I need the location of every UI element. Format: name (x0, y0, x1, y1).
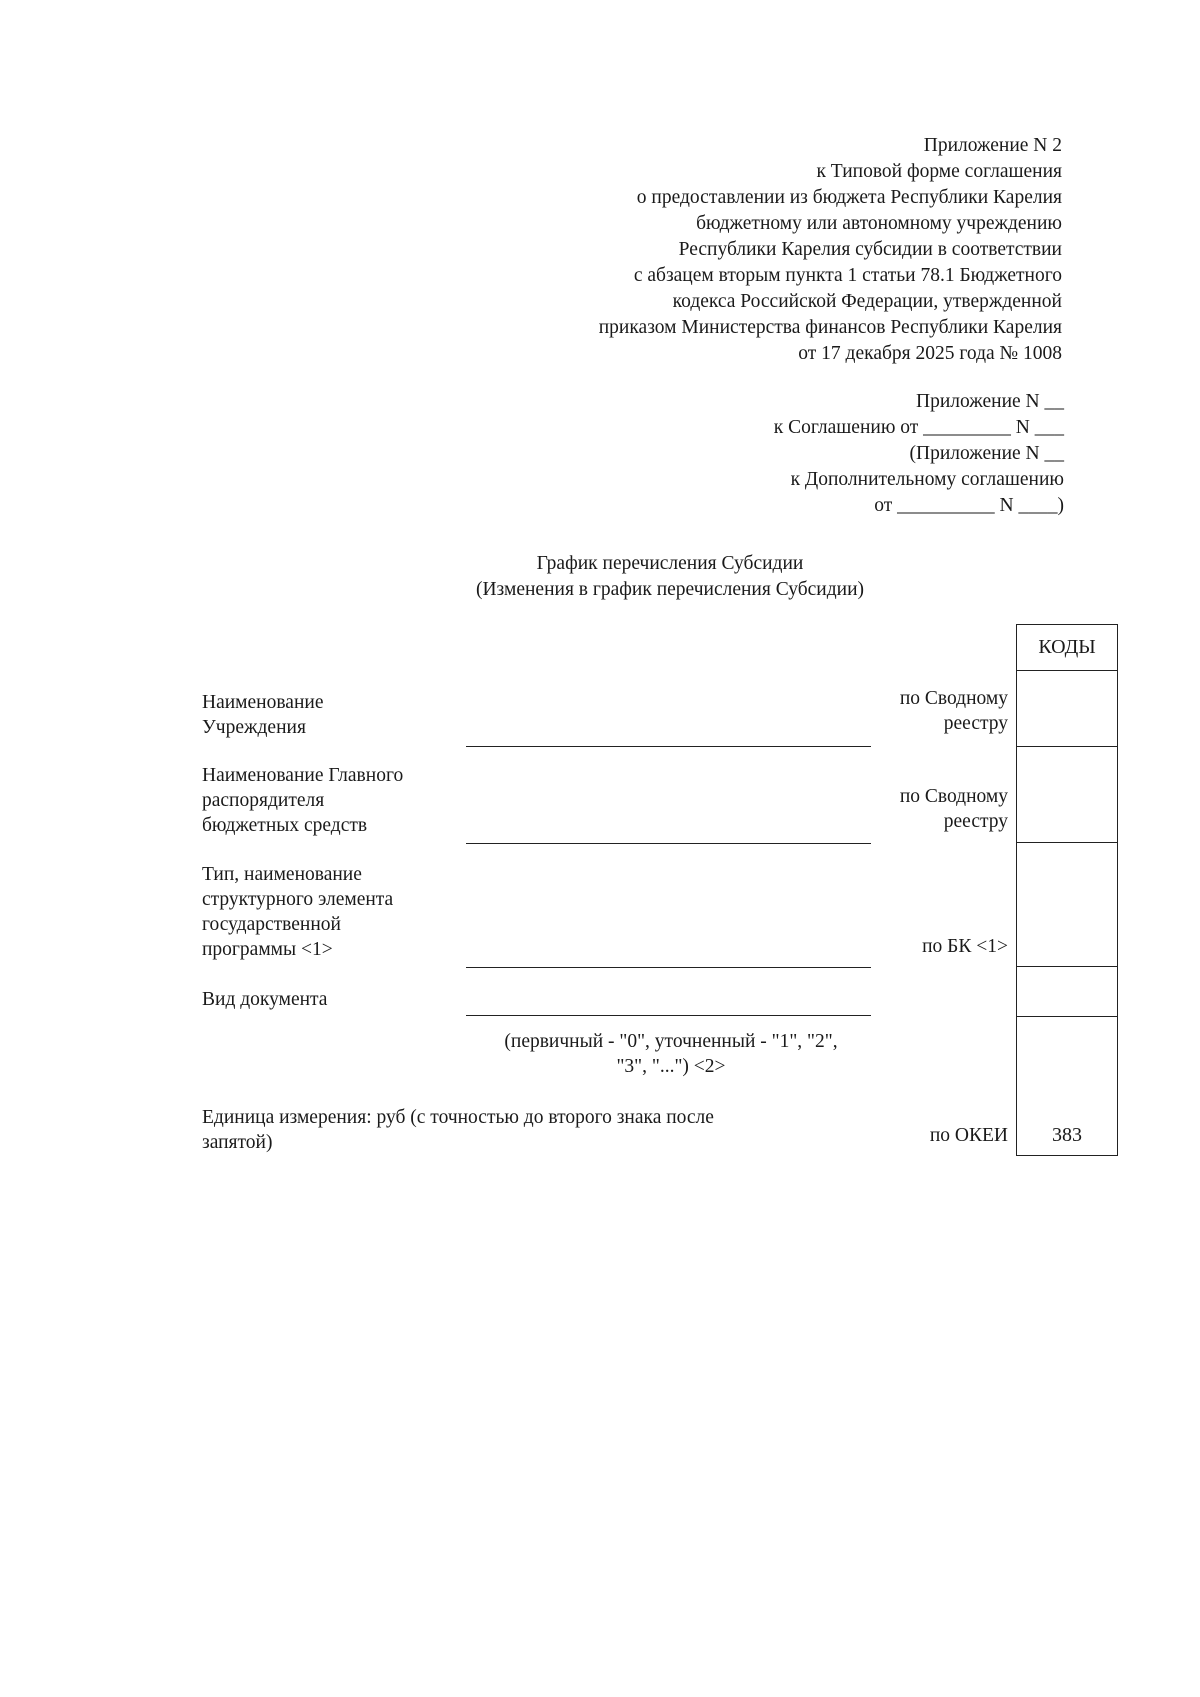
main-manager-label-line: распорядителя (202, 790, 325, 811)
doc-type-label: Вид документа (202, 989, 328, 1010)
codes-header: КОДЫ (1017, 625, 1117, 671)
registry-code-label-line: реестру (943, 713, 1008, 734)
program-label-line: программы <1> (202, 939, 333, 960)
main-manager-label-line: бюджетных средств (202, 815, 368, 836)
unit-label-line: Единица измерения: руб (с точностью до второго знака после (202, 1107, 714, 1128)
unit-label (202, 1105, 714, 1155)
institution-field[interactable] (466, 746, 871, 747)
bk-code-cell[interactable] (1017, 843, 1117, 967)
institution-label-line: Наименование (202, 692, 324, 713)
header-line: с абзацем вторым пункта 1 статьи 78.1 Бюджетного (633, 265, 1062, 286)
doc-type-field[interactable] (466, 1015, 871, 1016)
registry-code-label-line: реестру (943, 811, 1008, 832)
header-line: бюджетному или автономному учреждению (696, 213, 1062, 234)
registry-code-label-line: по Сводному (899, 786, 1008, 807)
institution-label-line: Учреждения (202, 717, 306, 738)
program-field[interactable] (466, 967, 871, 968)
header-line: кодекса Российской Федерации, утвержденной (672, 291, 1062, 312)
doc-type-hint-line: (первичный - "0", уточненный - "1", "2", (504, 1031, 838, 1052)
program-label (202, 862, 393, 962)
main-manager-field[interactable] (466, 843, 871, 844)
registry-code-label-1 (900, 686, 1008, 736)
title-line-2: (Изменения в график перечисления Субсидии) (475, 579, 865, 600)
registry-code-cell-1[interactable] (1017, 671, 1117, 747)
appendix-header (599, 133, 1062, 367)
annex-line: к Дополнительному соглашению (790, 469, 1064, 490)
okei-code-label: по ОКЕИ (929, 1125, 1008, 1146)
annex-line: от __________ N ____) (874, 495, 1064, 516)
doc-type-hint (466, 1029, 876, 1079)
registry-code-cell-2[interactable] (1017, 747, 1117, 843)
annex-line: к Соглашению от _________ N ___ (773, 417, 1064, 438)
main-manager-label-line: Наименование Главного (202, 765, 404, 786)
bk-code-label: по БК <1> (922, 936, 1008, 957)
program-label-line: Тип, наименование (202, 864, 362, 885)
registry-code-label-2 (900, 784, 1008, 834)
header-line: Приложение N 2 (923, 135, 1062, 156)
main-manager-label (202, 763, 403, 838)
registry-code-label-line: по Сводному (899, 688, 1008, 709)
institution-label (202, 690, 324, 740)
annex-line: (Приложение N __ (909, 443, 1064, 464)
doc-type-code-cell[interactable] (1017, 967, 1117, 1017)
document-title (0, 551, 1200, 603)
doc-type-hint-line: "3", "...") <2> (616, 1056, 726, 1077)
header-line: от 17 декабря 2025 года № 1008 (798, 343, 1062, 364)
program-label-line: структурного элемента (202, 889, 394, 910)
codes-column (1016, 624, 1118, 1156)
title-line-1: График перечисления Субсидии (536, 553, 804, 574)
okei-code-cell (1017, 1017, 1117, 1155)
header-line: о предоставлении из бюджета Республики Карелия (636, 187, 1062, 208)
unit-label-line: запятой) (202, 1132, 273, 1153)
agreement-annex (774, 389, 1064, 519)
header-line: Республики Карелия субсидии в соответствии (678, 239, 1062, 260)
header-line: приказом Министерства финансов Республики Карелия (598, 317, 1062, 338)
header-line: к Типовой форме соглашения (816, 161, 1062, 182)
program-label-line: государственной (202, 914, 341, 935)
okei-code-value: 383 (1052, 1124, 1082, 1146)
annex-line: Приложение N __ (916, 391, 1064, 412)
